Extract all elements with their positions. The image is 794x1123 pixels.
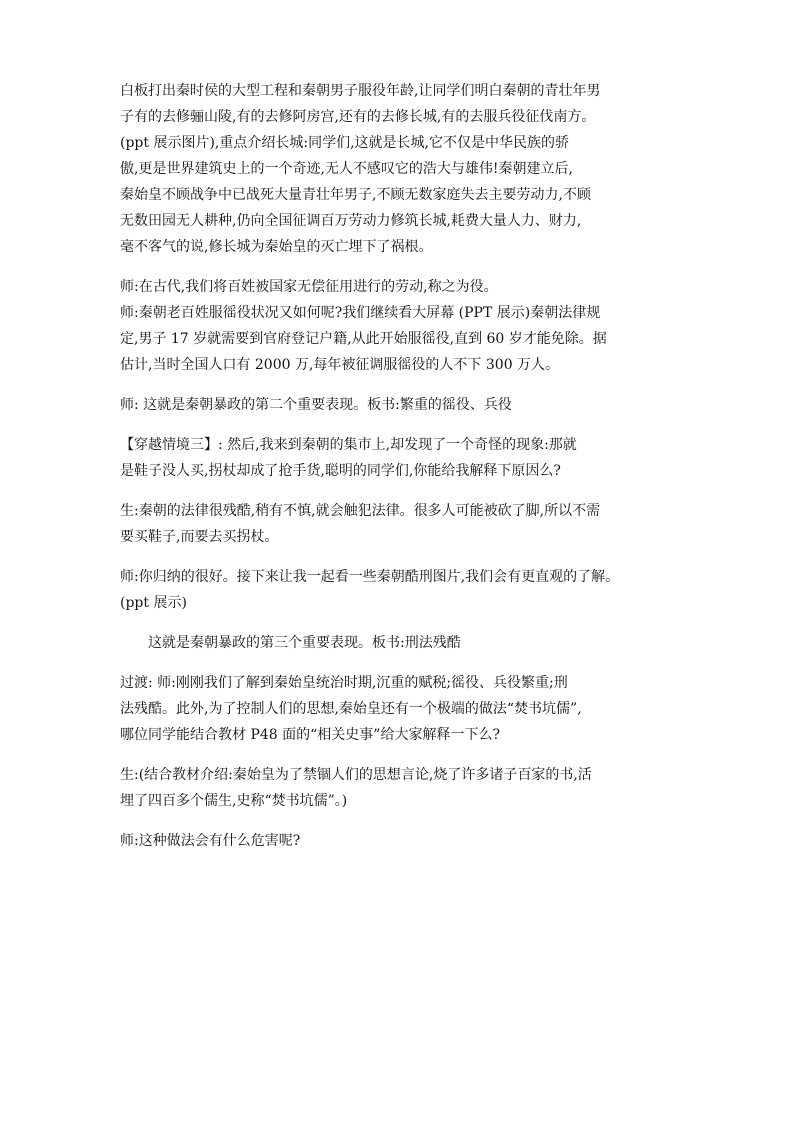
text-line: 师:这种做法会有什么危害呢? — [120, 833, 301, 849]
text-line: 定,男子 17 岁就需要到官府登记户籍,从此开始服徭役,直到 60 岁才能免除。据 — [120, 331, 607, 347]
text-line: 无数田园无人耕种,仍向全国征调百万劳动力修筑长城,耗费大量人力、财力, — [120, 213, 582, 229]
text-line: 白板打出秦时侯的大型工程和秦朝男子服役年龄,让同学们明白秦朝的青壮年男 — [120, 83, 601, 99]
text-line: (ppt 展示) — [120, 595, 187, 611]
text-line: 哪位同学能结合教材 P48 面的“相关史事”给大家解释一下么? — [120, 727, 500, 743]
text-line: 是鞋子没人买,拐杖却成了抢手货,聪明的同学们,你能给我解释下原因么? — [120, 463, 561, 479]
text-line: (ppt 展示图片),重点介绍长城:同学们,这就是长城,它不仅是中华民族的骄 — [120, 135, 569, 151]
text-line: 生:秦朝的法律很残酷,稍有不慎,就会触犯法律。很多人可能被砍了脚,所以不需 — [120, 503, 601, 519]
text-line: 估计,当时全国人口有 2000 万,每年被征调服徭役的人不下 300 万人。 — [120, 357, 560, 373]
text-line: 这就是秦朝暴政的第三个重要表现。板书:刑法残酷 — [148, 635, 461, 651]
paragraph-transition — [120, 670, 680, 748]
paragraph-great-wall — [120, 78, 680, 260]
text-line: 秦始皇不顾战争中已战死大量青壮年男子,不顾无数家庭失去主要劳动力,不顾 — [120, 187, 591, 203]
text-line: 师:在古代,我们将百姓被国家无偿征用进行的劳动,称之为役。 — [120, 279, 498, 295]
paragraph-student-answer-2 — [120, 762, 680, 814]
text-line: 傲,更是世界建筑史上的一个奇迹,无人不感叹它的浩大与雄伟!秦朝建立后, — [120, 161, 573, 177]
paragraph-corvee — [120, 274, 680, 378]
paragraph-board-note-3 — [120, 630, 680, 656]
text-line: 生:(结合教材介绍:秦始皇为了禁锢人们的思想言论,烧了许多诸子百家的书,活 — [120, 767, 592, 783]
text-line: 师:你归纳的很好。接下来让我一起看一些秦朝酷刑图片,我们会有更直观的了解。 — [120, 569, 620, 585]
text-line: 过渡: 师:刚刚我们了解到秦始皇统治时期,沉重的赋税;徭役、兵役繁重;刑 — [120, 675, 568, 691]
document-body — [120, 78, 680, 868]
paragraph-student-answer-1 — [120, 498, 680, 550]
text-line: 师:秦朝老百姓服徭役状况又如何呢?我们继续看大屏幕 (PPT 展示)秦朝法律规 — [120, 305, 601, 321]
text-line: 子有的去修骊山陵,有的去修阿房宫,还有的去修长城,有的去服兵役征伐南方。 — [120, 109, 596, 125]
paragraph-board-note-2 — [120, 392, 680, 418]
text-line: 毫不客气的说,修长城为秦始皇的灭亡埋下了祸根。 — [120, 239, 433, 255]
paragraph-scenario-3 — [120, 432, 680, 484]
paragraph-teacher-question — [120, 828, 680, 854]
text-line: 法残酷。此外,为了控制人们的思想,秦始皇还有一个极端的做法“焚书坑儒”, — [120, 701, 582, 717]
text-line: 【穿越情境三】: 然后,我来到秦朝的集市上,却发现了一个奇怪的现象:那就 — [120, 437, 577, 453]
text-line: 埋了四百多个儒生,史称“焚书坑儒”。) — [120, 793, 348, 809]
text-line: 要买鞋子,而要去买拐杖。 — [120, 529, 279, 545]
text-line: 师: 这就是秦朝暴政的第二个重要表现。板书:繁重的徭役、兵役 — [120, 397, 512, 413]
paragraph-teacher-response — [120, 564, 680, 616]
